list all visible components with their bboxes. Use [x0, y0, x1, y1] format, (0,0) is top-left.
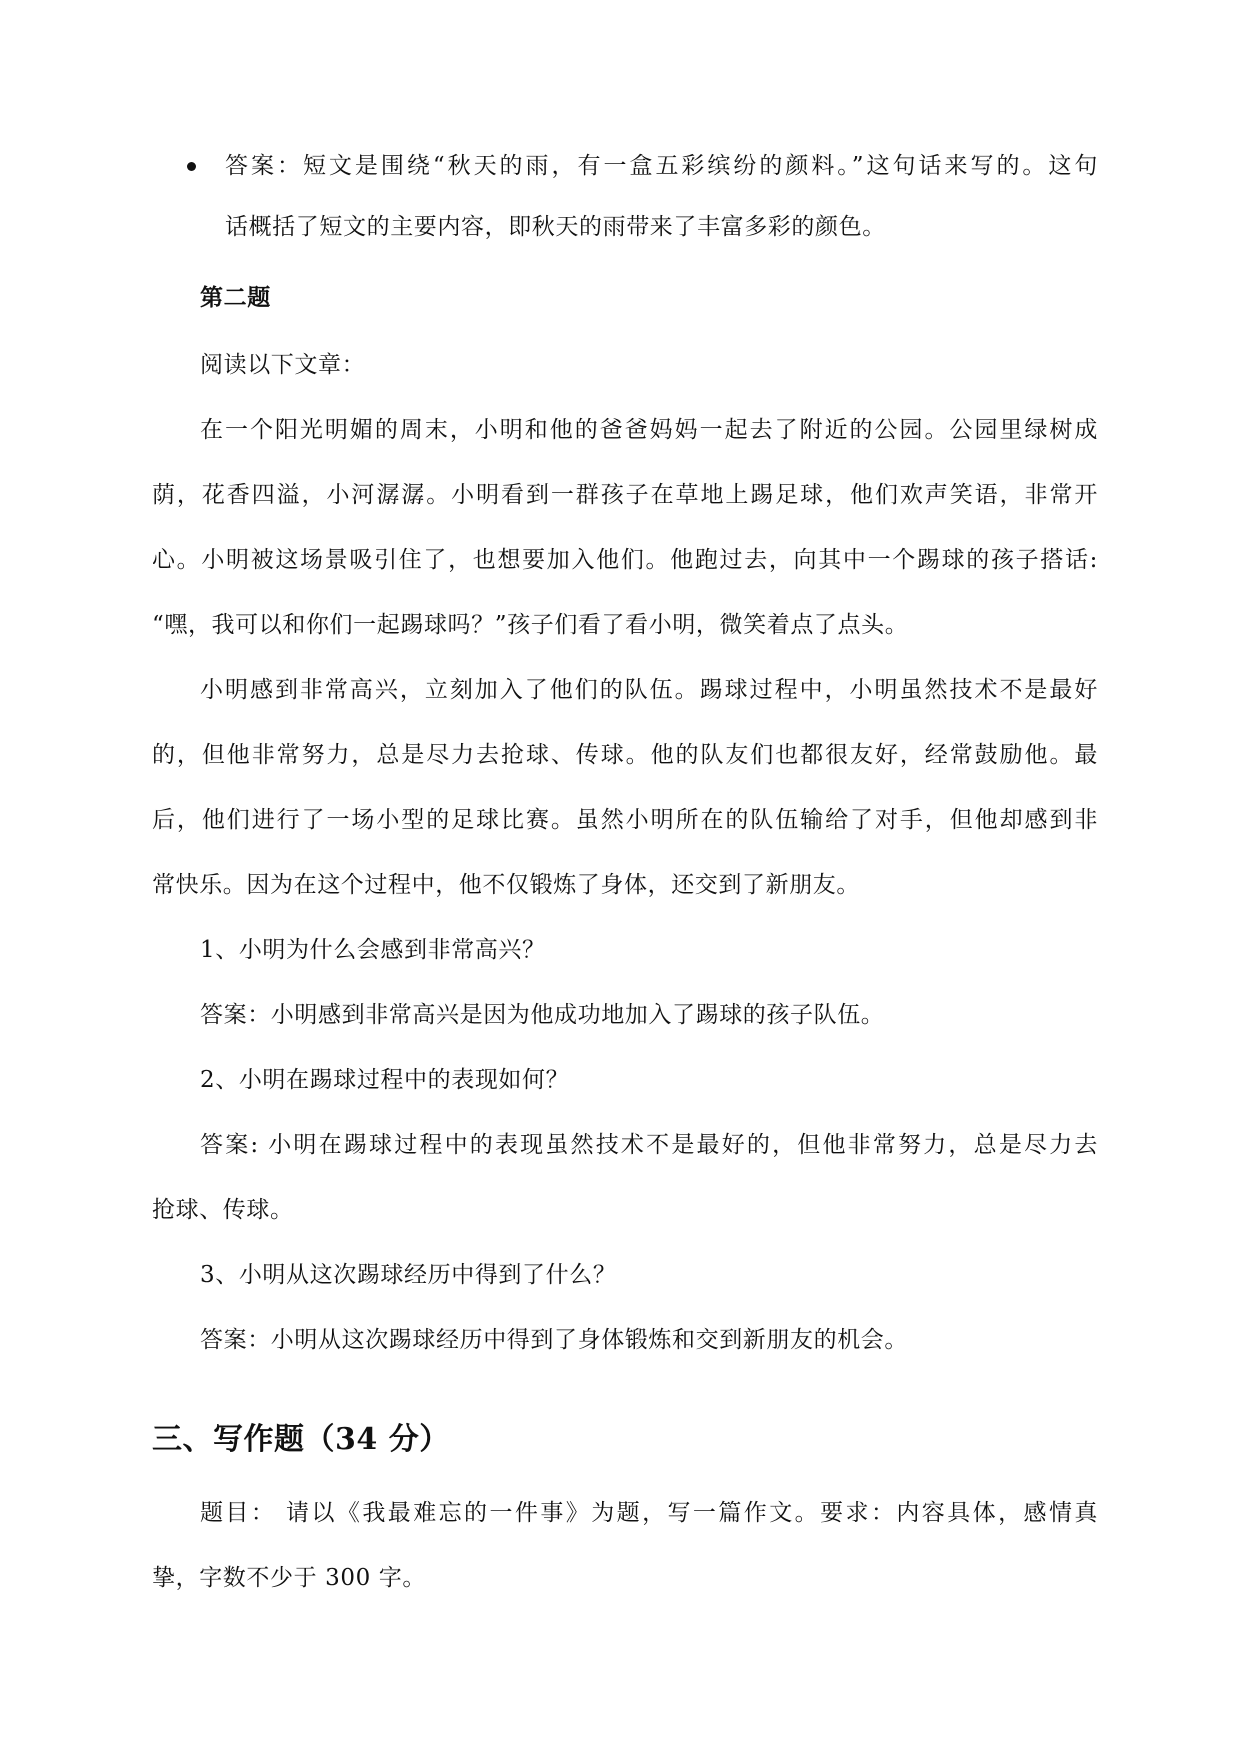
sub-answer-2-line-2: 抢球、传球。 — [152, 1197, 294, 1223]
sub-question-1: 1、小明为什么会感到非常高兴？ — [200, 937, 546, 963]
passage-line-1: 在一个阳光明媚的周末，小明和他的爸爸妈妈一起去了附近的公园。公园里绿树成 — [200, 417, 1098, 443]
passage-line-3: 心。小明被这场景吸引住了，也想要加入他们。他跑过去，向其中一个踢球的孩子搭话: — [152, 547, 1098, 573]
sub-question-2: 2、小明在踢球过程中的表现如何？ — [200, 1067, 570, 1093]
passage-line-4: “嘿，我可以和你们一起踢球吗？”孩子们看了看小明，微笑着点了点头。 — [152, 612, 909, 638]
sub-answer-1: 答案：小明感到非常高兴是因为他成功地加入了踢球的孩子队伍。 — [200, 1002, 885, 1028]
passage-line-7: 后，他们进行了一场小型的足球比赛。虽然小明所在的队伍输给了对手，但他却感到非 — [152, 807, 1098, 833]
writing-prompt-line-1: 题目： 请以《我最难忘的一件事》为题，写一篇作文。要求：内容具体，感情真 — [200, 1500, 1098, 1526]
bullet-answer-line-1: 答案：短文是围绕“秋天的雨，有一盒五彩缤纷的颜料。”这句话来写的。这句 — [225, 153, 1098, 179]
sub-answer-3: 答案：小明从这次踢球经历中得到了身体锻炼和交到新朋友的机会。 — [200, 1327, 908, 1353]
question-2-heading: 第二题 — [200, 284, 271, 311]
sub-answer-2-line-1: 答案: 小明在踢球过程中的表现虽然技术不是最好的，但他非常努力，总是尽力去 — [200, 1132, 1098, 1158]
bullet-dot — [187, 162, 196, 171]
bullet-answer-line-2: 话概括了短文的主要内容，即秋天的雨带来了丰富多彩的颜色。 — [225, 214, 886, 240]
passage-line-2: 荫，花香四溢，小河潺潺。小明看到一群孩子在草地上踢足球，他们欢声笑语，非常开 — [152, 482, 1098, 508]
passage-line-8: 常快乐。因为在这个过程中，他不仅锻炼了身体，还交到了新朋友。 — [152, 872, 860, 898]
sub-question-3: 3、小明从这次踢球经历中得到了什么？ — [200, 1262, 617, 1288]
passage-line-5: 小明感到非常高兴，立刻加入了他们的队伍。踢球过程中，小明虽然技术不是最好 — [200, 677, 1098, 703]
reading-intro: 阅读以下文章： — [200, 352, 366, 378]
passage-line-6: 的，但他非常努力，总是尽力去抢球、传球。他的队友们也都很友好，经常鼓励他。最 — [152, 742, 1098, 768]
section-3-heading: 三、写作题（34 分） — [152, 1422, 450, 1457]
writing-prompt-line-2: 挚，字数不少于 300 字。 — [152, 1565, 426, 1591]
